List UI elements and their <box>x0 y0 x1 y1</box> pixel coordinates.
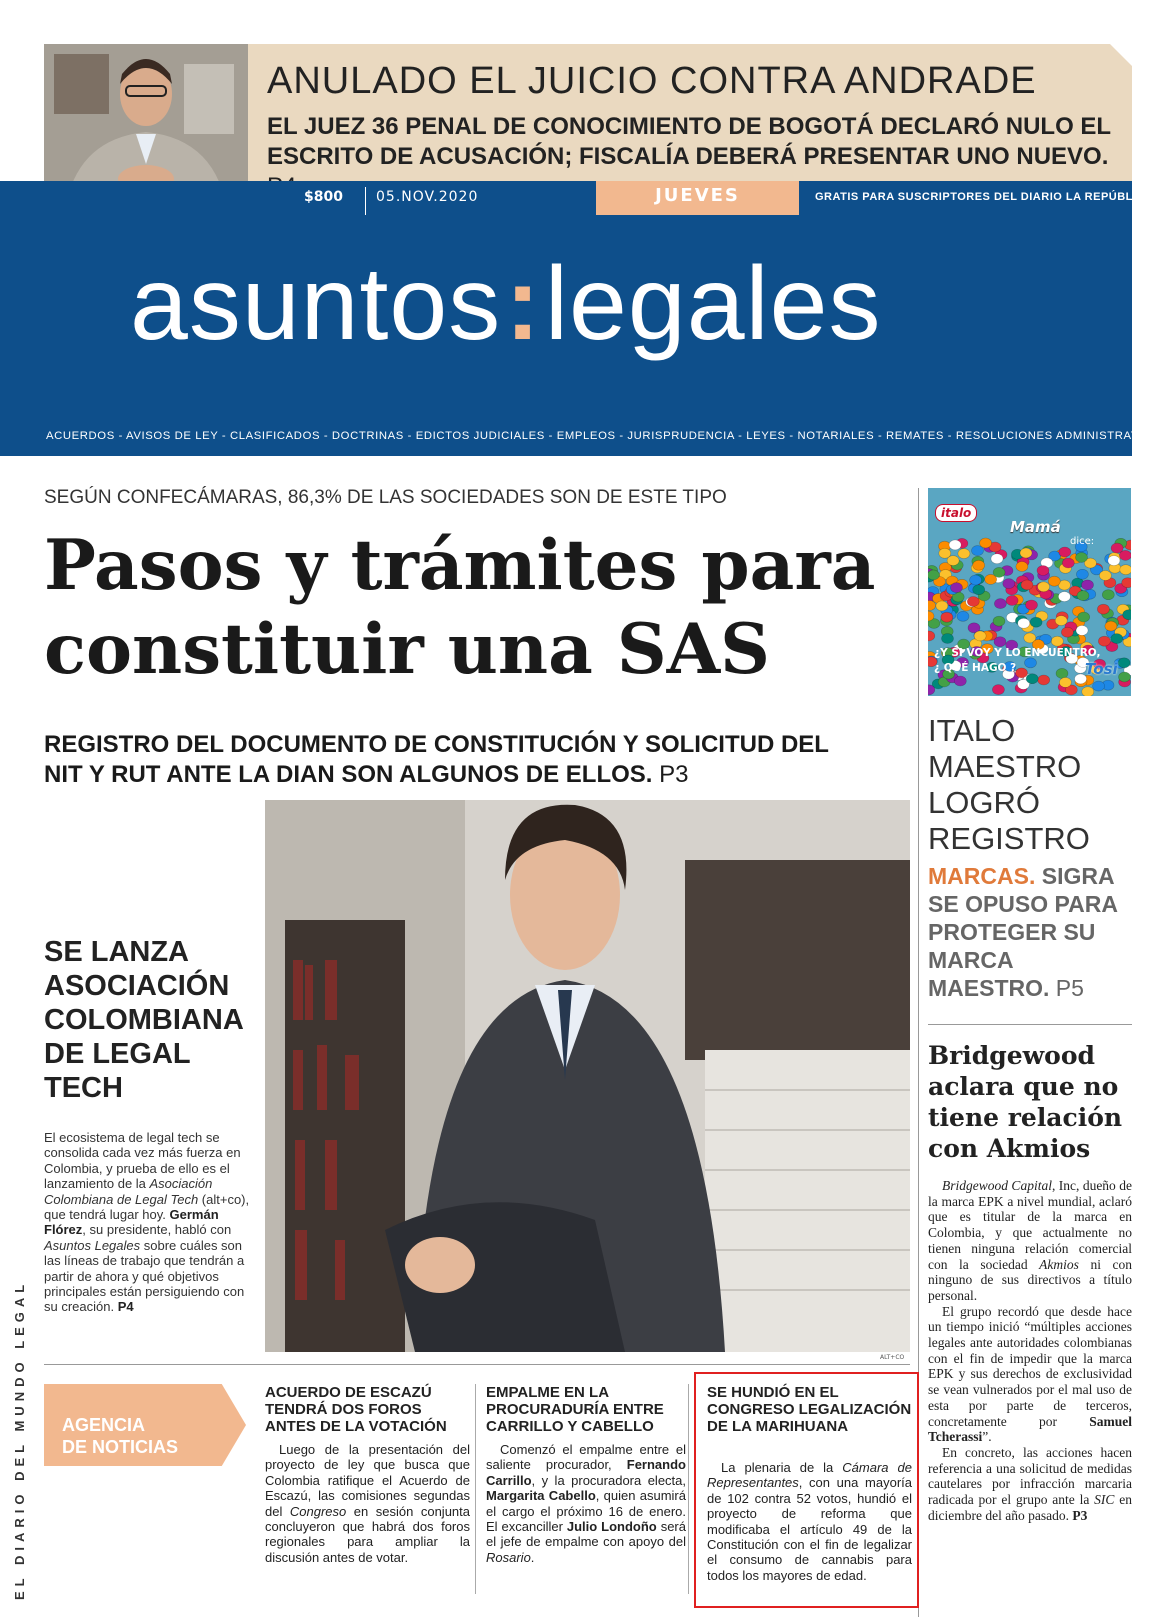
main-photo <box>265 800 910 1352</box>
body-text: . <box>530 1549 535 1565</box>
paragraph <box>928 1178 1132 1304</box>
body-text: , con una mayoría de 102 contra 52 votos, hundió el proyecto de reforma que modificaba el artículo 49 de la Constitución con el fin de legalizar el consumo de cannabis para todos los mayores de edad. <box>707 1475 912 1583</box>
candy-dot <box>974 631 986 641</box>
body-text: , y la procuradora electa, <box>531 1472 686 1488</box>
candy-dot <box>967 597 979 607</box>
body-italic: Asuntos Legales <box>44 1237 141 1253</box>
body-bold: Margarita Cabello <box>486 1488 596 1504</box>
paragraph <box>928 1304 1132 1445</box>
bridgewood-headline[interactable]: Bridgewood aclara que no tiene relación con Akmios <box>928 1041 1123 1163</box>
brief-3-body <box>707 1460 912 1583</box>
candy-dot <box>928 570 939 580</box>
body-text: ”. <box>982 1429 992 1445</box>
brief-3-headline[interactable]: SE HUNDIÓ EN EL CONGRESO LEGALIZACIÓN DE LA MARIHUANA <box>707 1384 912 1435</box>
candy-dot <box>1058 592 1070 602</box>
candy-dot <box>1102 590 1114 600</box>
candy-dot <box>1111 634 1123 644</box>
body-text: Luego de la presentación del proyecto de ley que busca que Colombia ratifique el Acuerdo de Escazú, las comisiones segundas del <box>265 1442 470 1519</box>
candy-dot <box>1030 617 1042 627</box>
candy-dot <box>1003 579 1015 589</box>
candy-dot <box>1061 627 1073 637</box>
right-story-subhead <box>928 862 1133 1002</box>
candy-dot <box>947 556 959 566</box>
body-text: , su presidente, habló con <box>82 1222 232 1238</box>
main-deck-text: REGISTRO DEL DOCUMENTO DE CONSTITUCIÓN Y SOLICITUD DEL NIT Y RUT ANTE LA DIAN SON ALGUNOS DE ELLOS. <box>44 731 829 788</box>
candy-dot <box>1026 674 1038 684</box>
candy-dot <box>1062 558 1074 568</box>
body-italic: Akmios <box>1039 1256 1079 1272</box>
divider <box>365 187 366 215</box>
bridgewood-page-ref[interactable]: P3 <box>1072 1507 1088 1523</box>
candy-dot <box>993 616 1005 626</box>
candy-dot <box>1122 578 1131 588</box>
candy-dot <box>958 549 970 559</box>
body-text: La plenaria de la <box>721 1460 843 1475</box>
ad-dice-text: dice: <box>1070 536 1095 547</box>
candy-dot <box>1059 677 1071 687</box>
candy-dot <box>1055 616 1067 626</box>
left-story-headline[interactable]: SE LANZA ASOCIACIÓN COLOMBIANA DE LEGAL TECH <box>44 936 243 1104</box>
brief-2-headline[interactable]: EMPALME EN LA PROCURADURÍA ENTRE CARRILLO Y CABELLO <box>486 1384 664 1435</box>
teaser-subhead-text: EL JUEZ 36 PENAL DE CONOCIMIENTO DE BOGOTÁ DECLARÓ NULO EL ESCRITO DE ACUSACIÓN; FISCALÍA DEBERÁ PRESENTAR UNO NUEVO. <box>267 113 1111 170</box>
candy-dot <box>941 612 953 622</box>
candy-dot <box>994 599 1006 609</box>
body-text: en diciembre del año pasado. <box>928 1492 1132 1523</box>
brief-2-body <box>486 1442 686 1565</box>
agency-label-2: DE NOTICIAS <box>62 1437 179 1457</box>
brief-1-body <box>265 1442 470 1565</box>
body-text: El ecosistema de legal tech se consolida cada vez más fuerza en Colombia, y prueba de ello es el lanzamiento de la <box>44 1130 241 1192</box>
candy-dot <box>1118 658 1130 668</box>
agency-label-1: AGENCIA <box>62 1415 146 1435</box>
main-headline[interactable]: Pasos y trámites para constituir una SAS <box>44 525 876 690</box>
candy-dot <box>1099 571 1111 581</box>
body-bold: Germán Flórez <box>44 1207 219 1238</box>
candy-dot <box>942 634 954 644</box>
candy-dot <box>1076 552 1088 562</box>
body-bold: Samuel Tcherassi <box>928 1413 1132 1445</box>
ad-line-2: ¿ QUÉ HAGO ? <box>934 662 1017 674</box>
subscription-note: GRATIS PARA SUSCRIPTORES DEL DIARIO LA REPÚBLICA <box>815 191 1154 203</box>
left-page-ref[interactable]: P4 <box>117 1299 134 1315</box>
divider <box>928 1024 1132 1025</box>
column-divider <box>475 1384 476 1594</box>
candy-dot <box>1105 621 1117 631</box>
paragraph <box>928 1445 1132 1524</box>
left-story-body <box>44 1130 259 1315</box>
candy-dot <box>1056 668 1068 678</box>
divider <box>44 1364 910 1365</box>
candy-dot <box>1082 687 1094 696</box>
body-text: (alt+co), que tendrá lugar hoy. <box>44 1191 250 1223</box>
candy-dot <box>1025 658 1037 668</box>
candy-dot <box>970 575 982 585</box>
candy-dot <box>1076 569 1088 579</box>
bridgewood-body <box>928 1178 1132 1523</box>
body-text: será el jefe de empalme con apoyo del <box>486 1519 686 1550</box>
ad-product-name: Tosi <box>1085 660 1118 678</box>
candy-dot <box>980 538 992 548</box>
candy-dot <box>994 637 1006 647</box>
issue-date: 05.NOV.2020 <box>376 189 479 205</box>
body-italic: Rosario <box>486 1549 531 1565</box>
body-text: sobre cuáles son las líneas de trabajo que tendrán a partir de ahora y qué objetivos principales están persiguiendo con su creación. <box>44 1237 245 1315</box>
body-text: En concreto, las acciones hacen referencia a una solicitud de medidas cautelares por infracción marcaria radicada por el grupo ante la <box>928 1444 1132 1508</box>
candy-dot <box>1093 681 1105 691</box>
body-bold: Fernando Carrillo <box>486 1457 686 1488</box>
candy-dot <box>1026 600 1038 610</box>
right-page-ref[interactable]: P5 <box>1055 975 1084 1001</box>
body-text: en sesión conjunta concluyeron que habrá dos foros regionales para ampliar la discusión antes de votar. <box>265 1503 470 1565</box>
section-label: MARCAS. <box>928 863 1036 889</box>
brief-1-headline[interactable]: ACUERDO DE ESCAZÚ TENDRÁ DOS FOROS ANTES DE LA VOTACIÓN <box>265 1384 447 1435</box>
ad-line-1: ¿Y SI VOY Y LO ENCUENTRO, <box>934 647 1101 659</box>
candy-dot <box>1098 636 1110 646</box>
candy-dot <box>936 601 948 611</box>
candy-dot <box>993 567 1005 577</box>
candy-dot <box>1082 580 1094 590</box>
subhead-text: SIGRA SE OPUSO PARA PROTEGER SU MARCA MAESTRO. <box>928 863 1118 1001</box>
candy-dot <box>1078 612 1090 622</box>
candy-dot <box>1076 625 1088 635</box>
candy-dot <box>1120 565 1131 575</box>
candy-dot <box>1119 672 1131 682</box>
candy-dot <box>1038 582 1050 592</box>
candy-dot <box>957 611 969 621</box>
candy-dot <box>951 583 963 593</box>
candy-dot <box>1018 618 1030 628</box>
column-divider <box>688 1384 689 1594</box>
vertical-tagline: EL DIARIO DEL MUNDO LEGAL <box>12 1279 27 1600</box>
photo-credit: ALT+CO <box>880 1354 905 1361</box>
newspaper-logo[interactable] <box>130 246 882 362</box>
ad-brand-logo: italo <box>935 504 977 522</box>
body-text: Comenzó el empalme entre el saliente procurador, <box>486 1442 686 1473</box>
ad-mama-text: Mamá <box>1010 518 1061 536</box>
body-text: El grupo recordó que desde hace un tiempo inició “múltiples acciones legales ante autoridades colombianas con el fin de impedir que la marca EPK y sus derechos de exclusividad se vean vulnerados por el mal uso de esta por parte de terceros, concretamente por <box>928 1303 1132 1429</box>
candy-dot <box>1038 675 1050 685</box>
body-italic: Cámara de Representantes <box>707 1460 912 1491</box>
teaser-headline[interactable]: ANULADO EL JUICIO CONTRA ANDRADE <box>267 60 1037 102</box>
candy-dot <box>1021 580 1033 590</box>
candy-dot <box>1051 636 1063 646</box>
main-page-ref[interactable]: P3 <box>659 761 689 788</box>
candy-dot <box>973 560 985 570</box>
section-nav[interactable]: ACUERDOS - AVISOS DE LEY - CLASIFICADOS - DOCTRINAS - EDICTOS JUDICIALES - EMPLEOS - JURISPRUDENCIA - LEYES - NOTARIALES - REMATES - RESOLUCIONES ADMINISTRATIVAS <box>46 430 1166 442</box>
body-text: , quien asumirá el cargo el próximo 16 de enero. El excanciller <box>486 1488 686 1535</box>
body-bold: Julio Londoño <box>566 1519 657 1535</box>
man-in-suit-image <box>265 800 910 1352</box>
main-deck <box>44 730 864 790</box>
price: $800 <box>304 189 343 205</box>
candy-dot <box>1016 668 1028 678</box>
candy-dot <box>949 540 961 550</box>
logo-left: asuntos <box>130 246 502 362</box>
body-italic: Congreso <box>289 1503 347 1519</box>
body-italic: SIC <box>1094 1492 1115 1508</box>
body-italic: Asociación Colombiana de Legal Tech <box>44 1176 213 1207</box>
candy-dot <box>1059 547 1071 557</box>
candy-dot <box>954 676 966 686</box>
day-label: JUEVES <box>655 185 740 206</box>
body-text: , Inc, dueño de la marca EPK a nivel mundial, aclaró que es titular de la marca en Colombia, y que actualmente no tienen ninguna relación comercial con la sociedad <box>928 1178 1132 1272</box>
candy-dot <box>1016 562 1028 572</box>
logo-right: legales <box>544 246 882 362</box>
candy-dot <box>1097 604 1109 614</box>
candy-dot <box>1037 566 1049 576</box>
candy-dot <box>992 685 1004 695</box>
right-story-headline[interactable]: ITALO MAESTRO LOGRÓ REGISTRO <box>928 713 1090 856</box>
candy-dot <box>1111 543 1123 553</box>
body-text: ni con ninguno de sus directivos a título personal. <box>928 1256 1132 1303</box>
candy-dot <box>991 554 1003 564</box>
candy-dot <box>1108 556 1120 566</box>
candy-dot <box>973 585 985 595</box>
news-agency-label <box>62 1414 178 1458</box>
candy-dot <box>1020 548 1032 558</box>
main-kicker: SEGÚN CONFECÁMARAS, 86,3% DE LAS SOCIEDADES SON DE ESTE TIPO <box>44 487 727 508</box>
body-italic: Bridgewood Capital <box>942 1178 1052 1193</box>
candy-dot <box>1077 591 1089 601</box>
candy-dot <box>1048 576 1060 586</box>
logo-colon: : <box>505 246 541 362</box>
candy-dot <box>1006 596 1018 606</box>
